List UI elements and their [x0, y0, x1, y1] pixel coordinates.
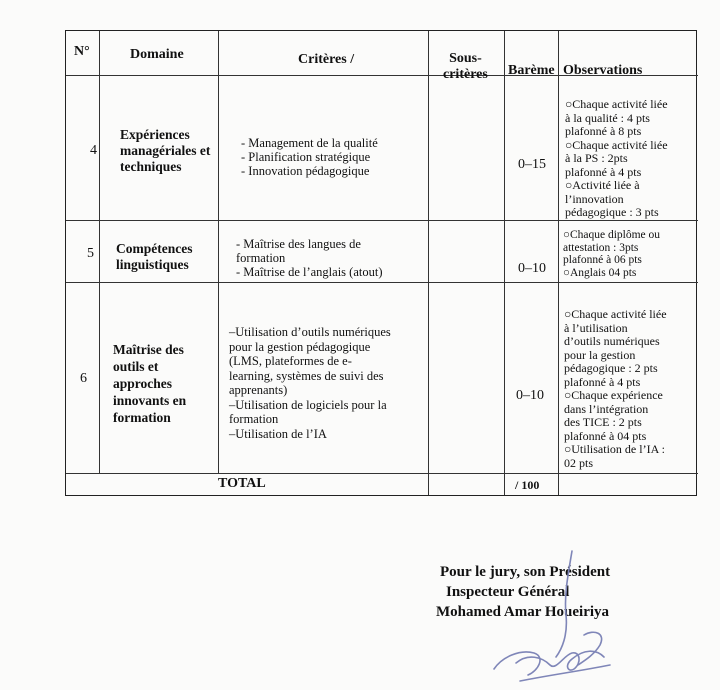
header-criteres-cell	[219, 31, 429, 76]
header-domaine: Domaine	[130, 47, 184, 62]
row-5-criteres-cell	[219, 221, 429, 283]
header-bareme: Barème	[508, 63, 555, 78]
total-sous-criteres-cell	[429, 474, 505, 495]
total-bareme-cell	[505, 474, 559, 495]
row-6-num-cell	[66, 283, 100, 474]
total-bareme: / 100	[515, 478, 540, 492]
row-5-observations-cell	[559, 221, 698, 283]
row-5-num: 5	[87, 246, 94, 261]
row-5-sous-criteres-cell	[429, 221, 505, 283]
row-4-num: 4	[90, 143, 97, 158]
row-6-criteres-cell	[219, 283, 429, 474]
header-domaine-cell	[100, 31, 219, 76]
row-5-criteres: - Maîtrise des langues de formation - Maîtrise de l’anglais (atout)	[236, 237, 383, 279]
total-observations-cell	[559, 474, 698, 495]
header-observations: Observations	[563, 63, 643, 78]
row-5-observations: ○Chaque diplôme ou attestation : 3pts plafonné à 06 pts ○Anglais 04 pts	[563, 229, 661, 279]
header-sous-criteres-cell	[429, 31, 505, 82]
row-4-observations-cell	[559, 76, 698, 221]
row-6-sous-criteres-cell	[429, 283, 505, 474]
row-5-domaine: Compétences linguistiques	[116, 241, 193, 272]
row-5-bareme: 0–10	[518, 261, 546, 276]
row-6-domaine-cell	[100, 283, 219, 474]
header-criteres: Critères /	[298, 52, 355, 67]
row-6-num: 6	[80, 371, 87, 386]
total-label-cell	[66, 474, 429, 495]
row-6-domaine: Maîtrise des outils et approches innovants en formation	[113, 342, 187, 425]
handwritten-signature	[480, 545, 640, 685]
header-bareme-cell	[505, 31, 559, 76]
row-6-bareme-cell	[505, 283, 559, 474]
row-4-domaine: Expériences managériales et techniques	[120, 127, 211, 174]
row-6-observations: ○Chaque activité liée à l’utilisation d’outils numériques pour la gestion pédagogique : 2 pts plafonné à 4 pts ○Chaque expérience dans l’intégration des TICE : 2 pts plafonné à 04 pts ○Utilisation de l’IA : 02 pts	[564, 307, 667, 470]
row-5-domaine-cell	[100, 221, 219, 283]
row-6-observations-cell	[559, 283, 698, 474]
row-6-criteres: –Utilisation d’outils numériques pour la gestion pédagogique (LMS, plateformes de e- learning, systèmes de suivi des apprenants) –Utilisation de logiciels pour la formation –Utilisation de l’IA	[229, 325, 391, 441]
row-4-criteres: - Management de la qualité - Planification stratégique - Innovation pédagogique	[241, 136, 378, 178]
row-4-bareme: 0–15	[518, 157, 546, 172]
row-4-sous-criteres-cell	[429, 76, 505, 221]
header-observations-cell	[559, 31, 698, 76]
signature-line-2: Inspecteur Général	[446, 584, 570, 600]
row-4-num-cell	[66, 76, 100, 221]
header-num-cell	[66, 31, 100, 76]
evaluation-grid-table	[65, 30, 697, 496]
row-4-criteres-cell	[219, 76, 429, 221]
signature-line-1: Pour le jury, son Président	[440, 564, 611, 580]
total-label: TOTAL	[218, 476, 266, 491]
row-6-bareme: 0–10	[516, 388, 544, 403]
row-5-bareme-cell	[505, 221, 559, 283]
row-4-observations: ○Chaque activité liée à la qualité : 4 pts plafonné à 8 pts ○Chaque activité liée à la PS : 2pts plafonné à 4 pts ○Activité liée à l’innovation pédagogique : 3 pts	[565, 97, 668, 219]
row-4-domaine-cell	[100, 76, 219, 221]
row-5-num-cell	[66, 221, 100, 283]
row-4-bareme-cell	[505, 76, 559, 221]
header-num: N°	[74, 44, 90, 59]
signature-line-3: Mohamed Amar Houeiriya	[436, 604, 610, 620]
header-sous-criteres: Sous- critères	[443, 51, 488, 82]
